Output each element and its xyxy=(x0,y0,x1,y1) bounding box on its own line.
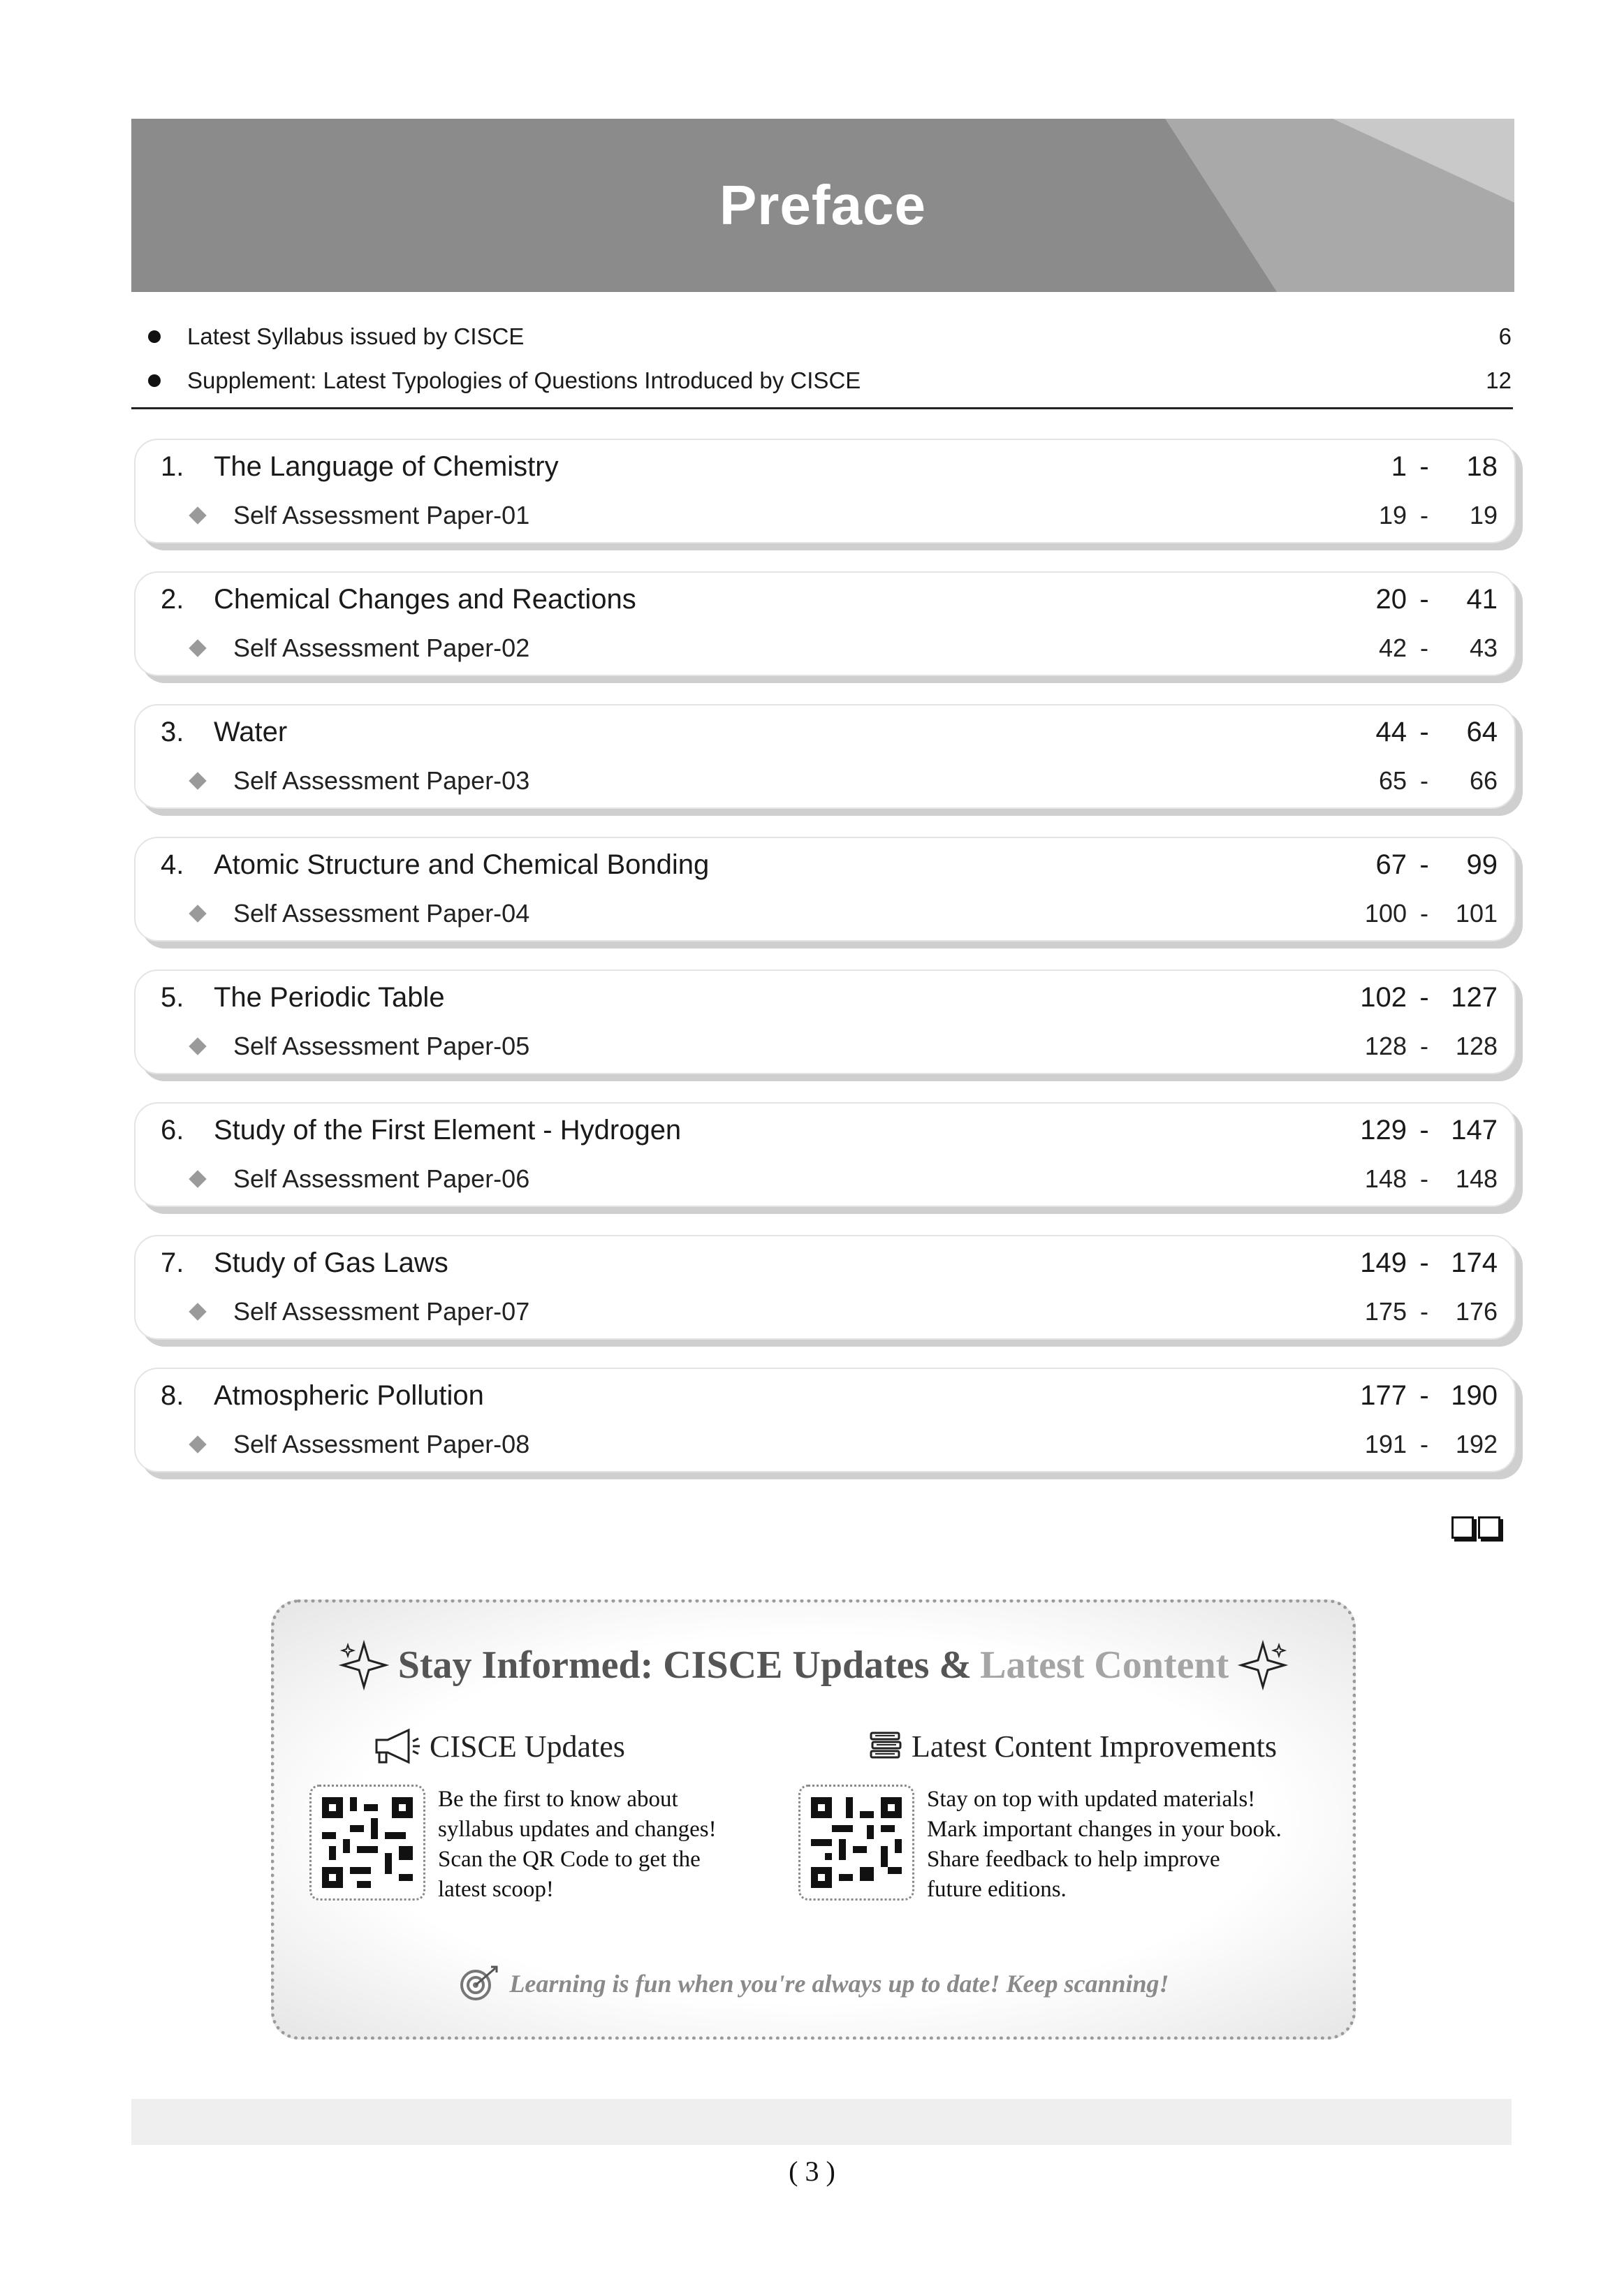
preface-header xyxy=(131,119,1514,292)
chapter-title: Study of the First Element - Hydrogen xyxy=(214,1114,682,1145)
page-start: 191 xyxy=(1364,1430,1407,1458)
diamond-bullet-icon xyxy=(189,1037,206,1055)
text-line: Share feedback to help improve xyxy=(927,1847,1220,1872)
chapter-pages xyxy=(1344,849,1498,881)
info-title-accent: Latest Content xyxy=(980,1644,1229,1687)
assessment-pages xyxy=(1344,1297,1498,1326)
qr-code-image xyxy=(322,1797,413,1888)
footer-band xyxy=(131,2099,1512,2145)
info-title xyxy=(316,1634,1310,1697)
chapter-title: Study of Gas Laws xyxy=(214,1247,448,1278)
page-end: 66 xyxy=(1469,766,1498,795)
chapter-card xyxy=(134,969,1516,1074)
page-end: 148 xyxy=(1455,1164,1498,1193)
assessment-title: Self Assessment Paper-02 xyxy=(233,634,530,662)
range-separator: - xyxy=(1420,1164,1428,1193)
text-line: Stay on top with updated materials! xyxy=(927,1787,1256,1812)
page-title: Preface xyxy=(719,174,927,236)
chapter-entry[interactable] xyxy=(161,711,1498,753)
chapter-title: Atomic Structure and Chemical Bonding xyxy=(214,849,710,880)
chapter-entry[interactable] xyxy=(161,1375,1498,1416)
range-separator: - xyxy=(1419,1379,1429,1411)
chapter-title: Atmospheric Pollution xyxy=(214,1379,484,1411)
megaphone-icon xyxy=(372,1727,421,1765)
intro-item-page: 6 xyxy=(1498,323,1512,349)
page-end: 176 xyxy=(1455,1297,1498,1326)
page-end: 18 xyxy=(1466,451,1498,482)
page-end: 64 xyxy=(1466,716,1498,747)
page-end: 192 xyxy=(1455,1430,1498,1458)
cisce-updates-label: CISCE Updates xyxy=(430,1729,625,1764)
chapter-card xyxy=(134,1235,1516,1340)
cisce-updates-column xyxy=(309,1722,791,1905)
books-icon xyxy=(868,1729,903,1764)
page-start: 20 xyxy=(1375,583,1407,615)
target-icon xyxy=(458,1965,499,2002)
chapter-pages xyxy=(1344,1115,1498,1146)
diamond-bullet-icon xyxy=(189,639,206,657)
assessment-pages xyxy=(1344,1032,1498,1061)
diamond-bullet-icon xyxy=(189,506,206,524)
text-line: syllabus updates and changes! xyxy=(438,1817,717,1842)
content-improvements-text xyxy=(927,1785,1282,1905)
assessment-entry[interactable] xyxy=(161,1159,1498,1199)
assessment-entry[interactable] xyxy=(161,1292,1498,1331)
chapter-entry[interactable] xyxy=(161,578,1498,620)
range-separator: - xyxy=(1419,981,1429,1013)
text-line: Mark important changes in your book. xyxy=(927,1817,1282,1842)
chapter-pages xyxy=(1344,451,1498,483)
page-start: 1 xyxy=(1391,451,1407,482)
chapter-pages xyxy=(1344,584,1498,615)
page-end: 43 xyxy=(1469,634,1498,662)
range-separator: - xyxy=(1420,766,1428,795)
content-improvements-heading xyxy=(868,1722,1343,1771)
diamond-bullet-icon xyxy=(189,905,206,922)
assessment-entry[interactable] xyxy=(161,1425,1498,1464)
intro-item[interactable] xyxy=(140,314,1514,358)
chapter-card xyxy=(134,1368,1516,1472)
diamond-bullet-icon xyxy=(189,1170,206,1187)
page-end: 101 xyxy=(1455,899,1498,928)
chapter-pages xyxy=(1344,1380,1498,1412)
page-start: 44 xyxy=(1375,716,1407,747)
page-end: 19 xyxy=(1469,501,1498,529)
assessment-title: Self Assessment Paper-06 xyxy=(233,1164,530,1193)
chapter-entry[interactable] xyxy=(161,1109,1498,1151)
chapter-number: 3. xyxy=(161,716,184,747)
intro-item-label: Latest Syllabus issued by CISCE xyxy=(187,323,525,349)
chapter-number: 7. xyxy=(161,1247,184,1278)
chapter-number: 1. xyxy=(161,451,184,482)
page-start: 129 xyxy=(1360,1114,1407,1145)
content-improvements-body xyxy=(798,1785,1343,1905)
end-mark-box xyxy=(1478,1516,1500,1539)
intro-list xyxy=(140,314,1514,402)
text-line: future editions. xyxy=(927,1877,1067,1902)
assessment-pages xyxy=(1344,766,1498,796)
range-separator: - xyxy=(1419,849,1429,880)
page-start: 19 xyxy=(1378,501,1407,529)
updates-info-box xyxy=(271,1599,1356,2040)
chapter-entry[interactable] xyxy=(161,446,1498,488)
assessment-title: Self Assessment Paper-04 xyxy=(233,899,530,928)
content-improvements-column xyxy=(798,1722,1343,1905)
assessment-title: Self Assessment Paper-03 xyxy=(233,766,530,795)
page-end: 127 xyxy=(1451,981,1498,1013)
assessment-title: Self Assessment Paper-07 xyxy=(233,1297,530,1326)
page-start: 67 xyxy=(1375,849,1407,880)
cisce-updates-heading xyxy=(372,1722,791,1771)
chapter-number: 5. xyxy=(161,981,184,1013)
range-separator: - xyxy=(1420,1430,1428,1458)
info-footer-text: Learning is fun when you're always up to date! Keep scanning! xyxy=(509,1970,1169,1998)
bullet-icon xyxy=(148,330,161,343)
sparkle-icon xyxy=(1237,1639,1289,1691)
diamond-bullet-icon xyxy=(189,772,206,789)
divider xyxy=(131,407,1513,409)
page-start: 65 xyxy=(1378,766,1407,795)
page-end: 147 xyxy=(1451,1114,1498,1145)
chapter-title: The Periodic Table xyxy=(214,981,445,1013)
end-mark-box xyxy=(1451,1516,1474,1539)
content-improvements-label: Latest Content Improvements xyxy=(912,1729,1277,1764)
assessment-pages xyxy=(1344,501,1498,530)
range-separator: - xyxy=(1420,899,1428,928)
assessment-entry[interactable] xyxy=(161,496,1498,535)
chapter-card xyxy=(134,704,1516,809)
page-start: 148 xyxy=(1364,1164,1407,1193)
page-start: 100 xyxy=(1364,899,1407,928)
text-line: Scan the QR Code to get the xyxy=(438,1847,701,1872)
assessment-title: Self Assessment Paper-05 xyxy=(233,1032,530,1060)
range-separator: - xyxy=(1419,1247,1429,1278)
page-number: ( 3 ) xyxy=(789,2155,835,2187)
intro-item-label: Supplement: Latest Typologies of Questions Introduced by CISCE xyxy=(187,367,861,393)
chapter-entry[interactable] xyxy=(161,976,1498,1018)
range-separator: - xyxy=(1420,634,1428,662)
text-line: latest scoop! xyxy=(438,1877,554,1902)
range-separator: - xyxy=(1419,716,1429,747)
chapter-title: The Language of Chemistry xyxy=(214,451,559,482)
cisce-updates-text xyxy=(438,1785,717,1905)
chapter-pages xyxy=(1344,1247,1498,1279)
page-end: 190 xyxy=(1451,1379,1498,1411)
diamond-bullet-icon xyxy=(189,1435,206,1453)
page-start: 175 xyxy=(1364,1297,1407,1326)
assessment-pages xyxy=(1344,1164,1498,1194)
chapter-title: Chemical Changes and Reactions xyxy=(214,583,636,615)
intro-item-page: 12 xyxy=(1486,367,1512,393)
qr-code[interactable] xyxy=(798,1785,914,1901)
chapter-number: 6. xyxy=(161,1114,184,1145)
chapter-pages xyxy=(1344,982,1498,1013)
assessment-pages xyxy=(1344,634,1498,663)
end-mark-icon xyxy=(1451,1516,1500,1539)
chapter-title: Water xyxy=(214,716,288,747)
range-separator: - xyxy=(1420,1297,1428,1326)
range-separator: - xyxy=(1419,451,1429,482)
page-start: 149 xyxy=(1360,1247,1407,1278)
range-separator: - xyxy=(1419,1114,1429,1145)
diamond-bullet-icon xyxy=(189,1303,206,1320)
qr-code-image xyxy=(811,1797,902,1888)
page-end: 41 xyxy=(1466,583,1498,615)
chapter-card xyxy=(134,571,1516,676)
sparkle-icon xyxy=(338,1639,390,1691)
page-end: 174 xyxy=(1451,1247,1498,1278)
text-line: Be the first to know about xyxy=(438,1787,678,1812)
range-separator: - xyxy=(1420,501,1428,529)
qr-code[interactable] xyxy=(309,1785,425,1901)
chapter-card xyxy=(134,1102,1516,1207)
bullet-icon xyxy=(148,374,161,387)
assessment-pages xyxy=(1344,1430,1498,1459)
chapter-card xyxy=(134,439,1516,543)
assessment-title: Self Assessment Paper-01 xyxy=(233,501,530,529)
chapter-number: 2. xyxy=(161,583,184,615)
chapter-number: 8. xyxy=(161,1379,184,1411)
chapter-entry[interactable] xyxy=(161,844,1498,886)
page-start: 128 xyxy=(1364,1032,1407,1060)
chapter-pages xyxy=(1344,717,1498,748)
cisce-updates-body xyxy=(309,1785,791,1905)
chapter-number: 4. xyxy=(161,849,184,880)
page-end: 99 xyxy=(1466,849,1498,880)
page-start: 42 xyxy=(1378,634,1407,662)
info-footer xyxy=(275,1963,1352,2005)
page-end: 128 xyxy=(1455,1032,1498,1060)
assessment-entry[interactable] xyxy=(161,629,1498,668)
assessment-pages xyxy=(1344,899,1498,928)
assessment-title: Self Assessment Paper-08 xyxy=(233,1430,530,1458)
assessment-entry[interactable] xyxy=(161,894,1498,933)
assessment-entry[interactable] xyxy=(161,1027,1498,1066)
info-title-main: Stay Informed: CISCE Updates & xyxy=(397,1644,972,1687)
page-start: 102 xyxy=(1360,981,1407,1013)
range-separator: - xyxy=(1419,583,1429,615)
range-separator: - xyxy=(1420,1032,1428,1060)
chapter-entry[interactable] xyxy=(161,1242,1498,1284)
chapter-list xyxy=(134,439,1516,1500)
page-start: 177 xyxy=(1360,1379,1407,1411)
chapter-card xyxy=(134,837,1516,942)
assessment-entry[interactable] xyxy=(161,761,1498,800)
intro-item[interactable] xyxy=(140,358,1514,402)
